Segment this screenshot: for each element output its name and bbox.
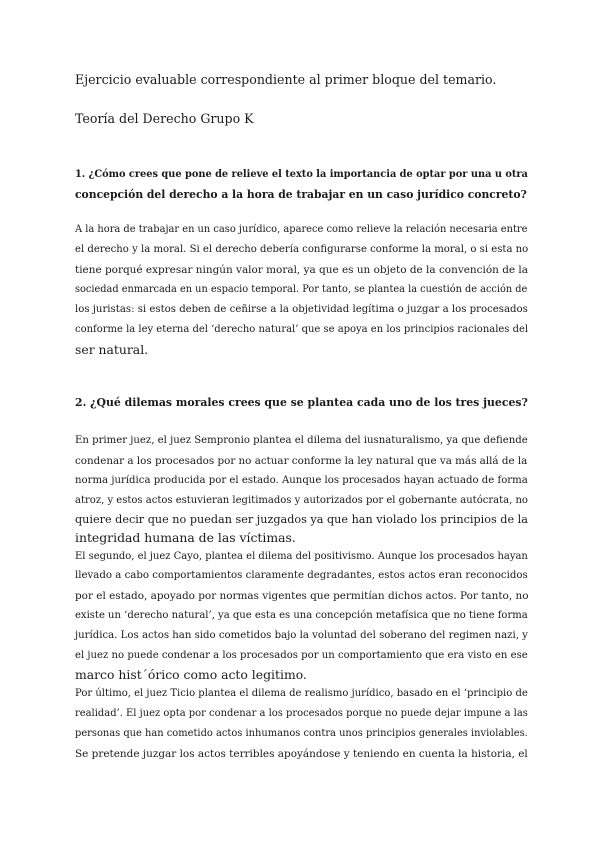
answer-2-line: por el estado, apoyado por normas vigentes que permitían dichos actos. Por tanto, no xyxy=(75,590,529,602)
answer-2-line: quiere decir que no puedan ser juzgados ya que han violado los principios de la xyxy=(75,513,528,526)
question-2-line: 2. ¿Qué dilemas morales crees que se plantea cada uno de los tres jueces? xyxy=(75,396,528,409)
question-1-line: concepción del derecho a la hora de trabajar en un caso jurídico concreto? xyxy=(75,188,527,201)
answer-2-line: Por último, el juez Ticio plantea el dilema de realismo jurídico, basado en el ‘principio de xyxy=(75,688,528,699)
answer-2-line: En primer juez, el juez Sempronio plantea el dilema del iusnaturalismo, ya que defiende xyxy=(75,435,528,446)
answer-1-line: tiene porqué expresar ningún valor moral, ya que es un objeto de la convención de la xyxy=(75,264,528,276)
question-1-line: 1. ¿Cómo crees que pone de relieve el texto la importancia de optar por una u otra xyxy=(75,169,528,180)
answer-1-line: los juristas: si estos deben de ceñirse a la objetividad legítima o juzgar a los procesados xyxy=(75,304,528,315)
document-title: Ejercicio evaluable correspondiente al primer bloque del temario. xyxy=(75,72,497,87)
answer-2-line: el juez no puede condenar a los procesados por un comportamiento que era visto en ese xyxy=(75,650,528,661)
answer-2-line: condenar a los procesados por no actuar conforme la ley natural que va más allá de la xyxy=(75,455,528,467)
answer-2-line: personas que han cometido actos inhumanos contra unos principios generales inviolables. xyxy=(75,728,528,739)
answer-2-line: El segundo, el juez Cayo, plantea el dilema del positivismo. Aunque los procesados hayan xyxy=(75,551,528,562)
answer-2-line: Se pretende juzgar los actos terribles apoyándose y teniendo en cuenta la historia, el xyxy=(75,748,528,760)
answer-1-line: conforme la ley eterna del ‘derecho natural’ que se apoya en los principios racionales del xyxy=(75,324,529,335)
answer-1-line: ser natural. xyxy=(75,342,149,357)
answer-1-line: el derecho y la moral. Si el derecho debería configurarse conforme la moral, o si esta no xyxy=(75,244,529,255)
answer-1-line: A la hora de trabajar en un caso jurídico, aparece como relieve la relación necesaria entre xyxy=(75,224,528,235)
answer-2-line: llevado a cabo comportamientos claramente degradantes, estos actos eran reconocidos xyxy=(75,570,528,581)
answer-2-line: existe un ‘derecho natural’, ya que esta es una concepción metafísica que no tiene forma xyxy=(75,610,528,621)
answer-1-line: sociedad enmarcada en un espacio temporal. Por tanto, se plantea la cuestión de acción de xyxy=(75,284,528,295)
answer-2-line: norma jurídica producida por el estado. Aunque los procesados hayan actuado de forma xyxy=(75,475,528,486)
answer-2-line: marco hist´órico como acto legitimo. xyxy=(75,667,307,682)
answer-2-line: integridad humana de las víctimas. xyxy=(75,530,296,545)
document-subtitle: Teoría del Derecho Grupo K xyxy=(75,111,254,126)
answer-2-line: jurídica. Los actos han sido cometidos bajo la voluntad del soberano del regimen nazi, y xyxy=(75,630,528,641)
answer-2-line: atroz, y estos actos estuvieran legitimados y autorizados por el gobernante autócrata, no xyxy=(75,495,528,506)
answer-2-line: realidad’. El juez opta por condenar a los procesados porque no puede dejar impune a las xyxy=(75,708,528,719)
